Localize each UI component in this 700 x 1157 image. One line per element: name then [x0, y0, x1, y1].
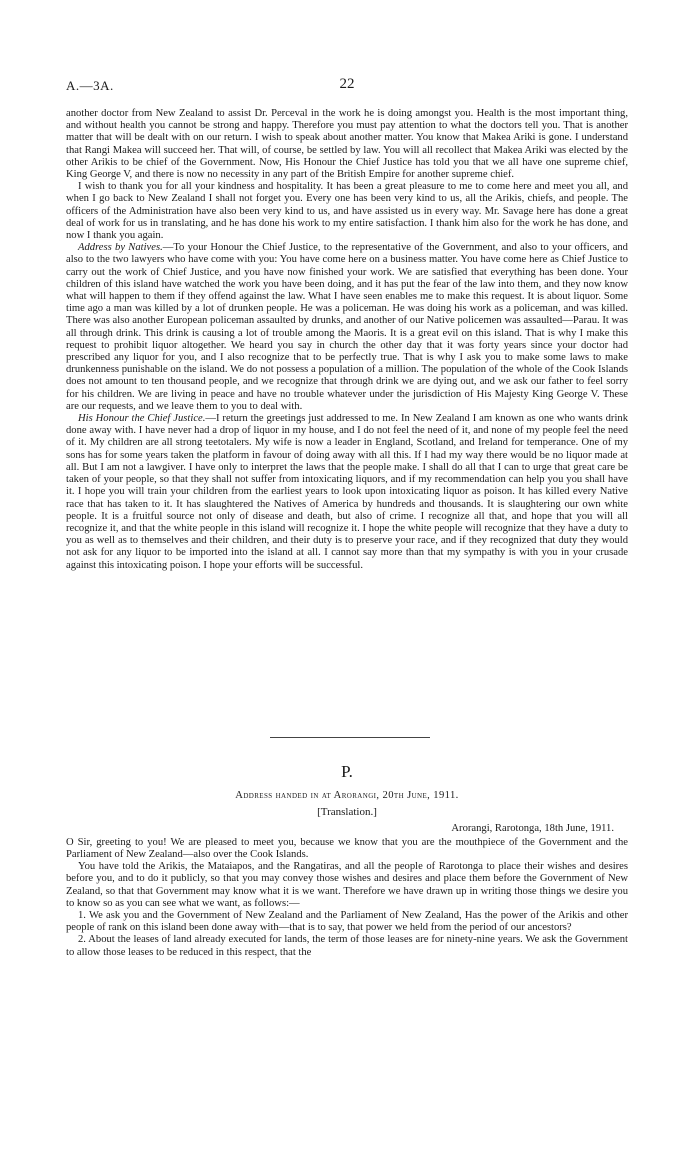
- page-header: [66, 76, 628, 96]
- salutation: O Sir, greeting to you! We are pleased to meet you, because we know that you are the mouthpiece of the Government and the Parliament of New Zealand—also over the Cook Islands.: [66, 836, 628, 861]
- speech-paragraph: [66, 413, 628, 572]
- section-divider: [270, 737, 430, 738]
- document-reference: A.—3A.: [66, 78, 114, 93]
- page-number: 22: [339, 76, 355, 92]
- speech-paragraph: I wish to thank you for all your kindness and hospitality. It has been a great pleasure to me to come here and meet you all, and when I go back to New Zealand I shall not forget you. Every one has been very kind to us, all the Arikis, chiefs, and people. The officers of the Administration have also been very kind to us, and have assisted us in every way. Mr. Savage here has done a great deal of work for us in translating, and he has done his work to my entire satisfaction. I thank him also for the work he has done, and now I thank you again.: [66, 181, 628, 242]
- address-section: [66, 762, 628, 959]
- letter-item: 1. We ask you and the Government of New Zealand and the Parliament of New Zealand, Has the power of the Arikis and other people of rank on this island been done away with—that is to say, that power we held from the period of our ancestors?: [66, 910, 628, 934]
- dateline: Arorangi, Rarotonga, 18th June, 1911.: [451, 822, 614, 834]
- speaker-label: His Honour the Chief Justice.: [78, 413, 206, 425]
- speech-paragraph: another doctor from New Zealand to assist Dr. Perceval in the work he is doing amongst you. Health is the most important thing, and without health you cannot be strong and happy. Therefore you must pay attention to what the doctors tell you. That is another matter that will be dealt with on our return. I wish to speak about another matter. You know that Makea Ariki is gone. I understand that Rangi Makea will succeed her. That will, of course, be settled by law. You will all recollect that Makea Ariki was elected by the other Arikis to be chief of the Government. Now, His Honour the Chief Justice has told you that we all have one supreme chief, King George V, and there is now no necessity in any part of the British Empire for another supreme chief.: [66, 108, 628, 181]
- letter-item: 2. About the leases of land already executed for lands, the term of those leases are for ninety-nine years. We ask the Government to allow those leases to be reduced in this respect, that the: [66, 934, 628, 958]
- speaker-label: Address by Natives.: [78, 242, 163, 254]
- section-letter: P.: [341, 762, 353, 781]
- letter-paragraph: You have told the Arikis, the Mataiapos, and the Rangatiras, and all the people of Rarotonga to place their wishes and desires before you, and to do it publicly, so that you may convey those wishes and desires and place them before the Government of New Zealand, so that that Government may know what it is we want. Therefore we have drawn up in writing those things we desire you to know so as you can see what we want, as follows:—: [66, 861, 628, 909]
- speech-paragraph: [66, 242, 628, 413]
- section-title: Address handed in at Arorangi, 20th June, 1911.: [235, 790, 459, 802]
- speech-text: —I return the greetings just addressed to me. In New Zealand I am known as one who wants drink done away with. I have never had a drop of liquor in my house, and I do not feel the need of it, and none of my people feel the need of it. My children are all strong teetotalers. My wife is now a leader in England, Scotland, and Ireland for temperance. One of my sons has for some years taken the platform in favour of doing away with all this. If I had my way there would be no liquor made at all. But I am not a lawgiver. I have only to interpret the laws that the people make. I shall do all that I can to urge that great care be taken of your people, so that they shall not suffer from intoxicating liquors, and if my recommendation can help you you shall have it. I hope you will train your children from the earliest years to look upon intoxicating liquor as poison. It has killed every Native race that has taken to it. It has slaughtered the Natives of America by hundreds and thousands. It is slaughtering our own white people. It is a fruitful source not only of disease and death, but also of crime. I recognize all that, and hope that you will all recognize it, and that the white people in this island will recognize it. I hope the white people will recognize that they have a duty to you as well as to themselves and their children, and their duty is to preserve your race, and if they recognized that duty they would not ask for any liquor to be imported into the island at all. I cannot say more than that my sympathy is with you in your crusade against this intoxicating poison. I hope your efforts will be successful.: [66, 413, 628, 571]
- translation-note: [Translation.]: [317, 806, 377, 819]
- speech-body: [66, 108, 628, 572]
- speech-text: —To your Honour the Chief Justice, to the representative of the Government, and also to your officers, and also to the two lawyers who have come with you: You have come here on a business matter. You have come here as Chief Justice to carry out the work of Chief Justice, and you have now finished your work. We are satisfied that everything has been done. Your children of this island have watched the work you have been doing, and it has put the fear of the law into them, and they now know what will happen to them if they offend against the law. What I have seen enables me to make this request. It is about liquor. Some time ago a man was killed by a lot of drunken people. He was a policeman. He was doing his work as a policeman, and was killed. There was also another European policeman assaulted by drunks, and another of our Native policemen was assaulted—Parau. It was all through drink. This drink is causing a lot of trouble among the Maoris. It is a great evil on this island. That is why I make this request to prohibit liquor altogether. We heard you say in church the other day that it was forty years since your doctor had prescribed any liquor for you, and I also recognize that to be perfectly true. That is why I ask you to make some laws to make drunkenness punishable on the island. We do not possess a population of a million. The population of the whole of the Cook Islands does not amount to ten thousand people, and we recognize that through drink we are dying out, and we ask our father to feel sorry for his children. We are living in peace and have no trouble whatever under the jurisdiction of His Majesty King George V. These are our requests, and we leave them to you to deal with.: [66, 242, 628, 412]
